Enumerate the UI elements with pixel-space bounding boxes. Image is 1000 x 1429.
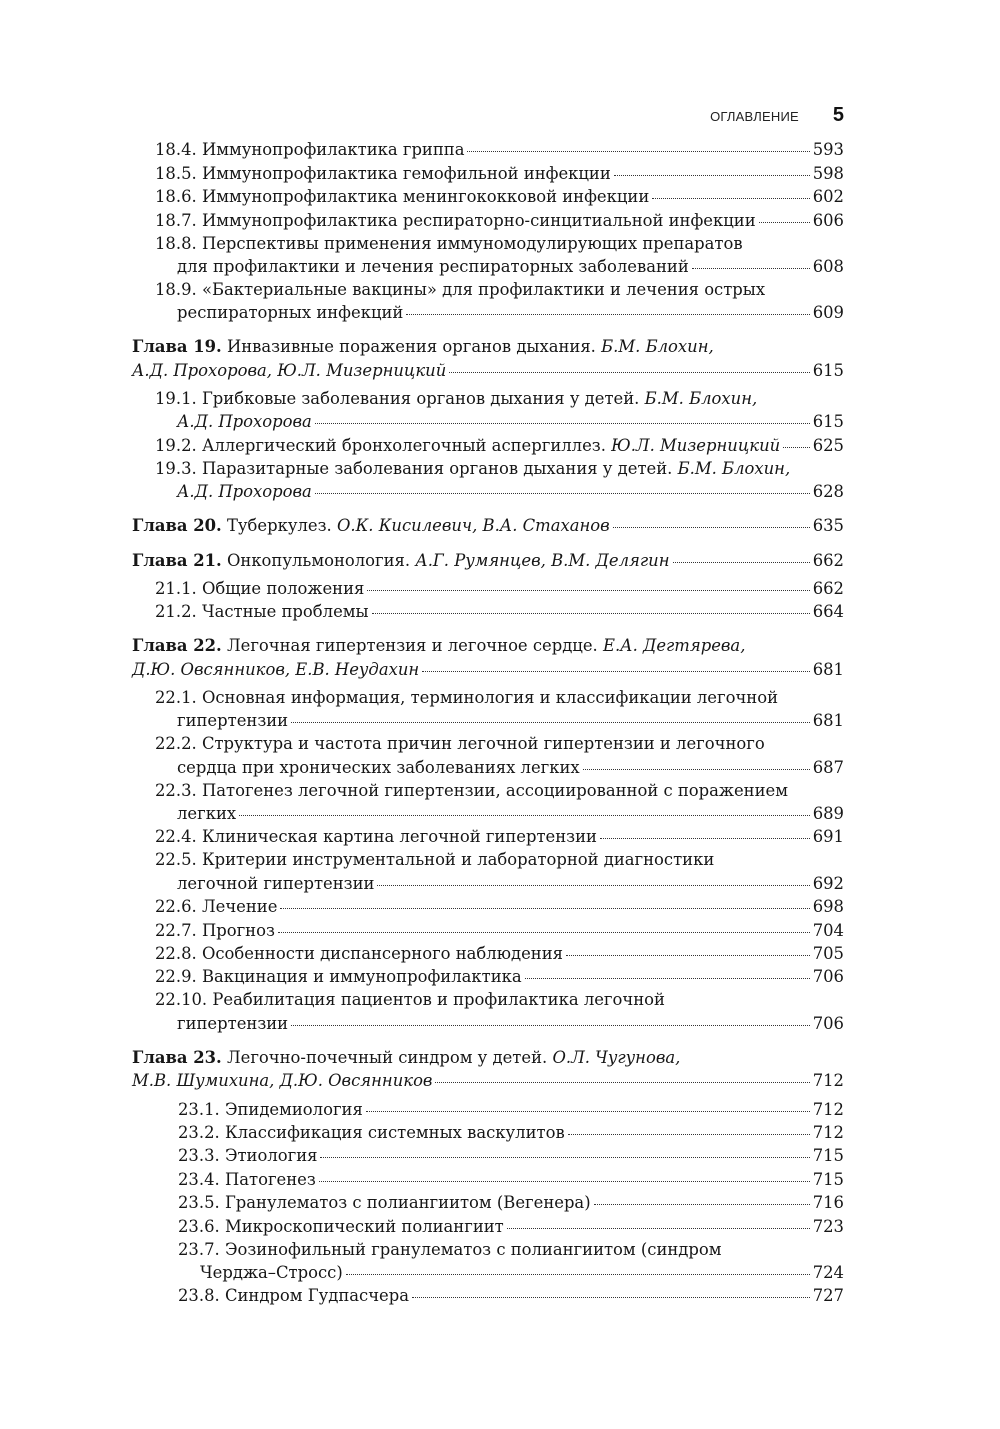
dot-leader [435,1066,809,1083]
entry-page: 706 [812,967,844,987]
entry-page: 706 [812,1013,844,1033]
entry-number: 18.5. [155,163,197,183]
toc-entry-19-3[interactable] [132,457,844,503]
entry-title: Этиология [224,1146,318,1166]
entry-number: 22.6. [155,897,197,917]
toc-entry-22-2[interactable] [132,732,844,778]
entry-page: 608 [812,256,844,276]
toc-entry-22-5[interactable] [132,848,844,894]
entry-authors: Б.М. Блохин, [644,388,758,408]
chapter-title: Инвазивные поражения органов дыхания. [226,337,596,357]
dot-leader [412,1281,810,1298]
table-of-contents [132,138,844,1307]
entry-page: 712 [812,1122,844,1142]
dot-leader [583,752,810,769]
entry-title-cont: легких [177,804,237,824]
dot-leader [525,962,810,979]
entry-number: 22.8. [155,943,197,963]
entry-number: 22.3. [155,780,197,800]
dot-leader [372,597,810,614]
chapter-page: 662 [812,550,844,570]
dot-leader [673,545,810,562]
toc-entry-22-10[interactable] [132,988,844,1034]
dot-leader [406,298,809,315]
entry-authors-cont: А.Д. Прохорова [177,412,312,432]
entry-page: 662 [812,579,844,599]
entry-title-cont: сердца при хронических заболеваниях легких [177,757,580,777]
entry-number: 23.4. [178,1169,220,1189]
entry-number: 23.2. [178,1122,220,1142]
entry-page: 692 [812,873,844,893]
entry-page: 723 [812,1216,844,1236]
toc-entry-18-8[interactable] [132,232,844,278]
entry-title: Микроскопический полиангиит [224,1216,504,1236]
dot-leader [239,799,810,816]
page-header [132,104,844,132]
chapter-page: 635 [812,516,844,536]
entry-page: 724 [812,1262,844,1282]
dot-leader [566,939,810,956]
entry-number: 19.3. [155,458,197,478]
dot-leader [613,511,810,528]
entry-page: 602 [812,187,844,207]
dot-leader [291,706,810,723]
entry-page: 664 [812,602,844,622]
entry-number: 22.4. [155,827,197,847]
entry-number: 18.9. [155,279,197,299]
entry-title: Частные проблемы [201,602,369,622]
toc-entry-18-6[interactable] [132,185,844,208]
entry-title: Патогенез [224,1169,316,1189]
chapter-authors: А.Г. Румянцев, В.М. Делягин [415,550,670,570]
entry-title-cont: для профилактики и лечения респираторных заболеваний [177,256,689,276]
entry-title: Клиническая картина легочной гипертензии [201,827,597,847]
chapter-authors: О.Л. Чугунова, [552,1047,681,1067]
entry-number: 19.1. [155,388,197,408]
dot-leader [366,1094,810,1111]
entry-number: 23.7. [178,1239,220,1259]
dot-leader [759,205,810,222]
entry-number: 21.1. [155,579,197,599]
entry-title: Прогноз [201,920,275,940]
chapter-authors-cont: М.В. Шумихина, Д.Ю. Овсянников [132,1071,433,1091]
toc-chapter-23[interactable] [132,1046,844,1092]
dot-leader [319,1164,810,1181]
chapter-authors: Б.М. Блохин, [601,337,714,357]
chapter-authors-cont: А.Д. Прохорова, Ю.Л. Мизерницкий [132,360,447,380]
entry-title: Синдром Гудпасчера [224,1286,410,1306]
entry-page: 628 [812,481,844,501]
entry-title: Паразитарные заболевания органов дыхания у детей. [201,458,673,478]
entry-number: 23.8. [178,1286,220,1306]
entry-title: Общие положения [201,579,365,599]
entry-page: 715 [812,1146,844,1166]
entry-number: 23.1. [178,1099,220,1119]
entry-page: 727 [812,1286,844,1306]
chapter-title: Туберкулез. [226,516,332,536]
dot-leader [449,355,809,372]
entry-page: 698 [812,897,844,917]
entry-title: Эозинофильный гранулематоз с полиангиитом (синдром [224,1239,722,1259]
entry-title: Иммунопрофилактика гриппа [201,140,465,160]
chapter-page: 681 [812,659,844,679]
dot-leader [652,182,809,199]
entry-title: Иммунопрофилактика респираторно-синцитиальной инфекции [201,210,756,230]
entry-title: Аллергический бронхолегочный аспергиллез. [201,435,606,455]
dot-leader [467,135,809,152]
entry-page: 691 [812,827,844,847]
entry-title: Основная информация, терминология и классификации легочной [201,687,779,707]
entry-page: 704 [812,920,844,940]
toc-entry-19-1[interactable] [132,387,844,433]
entry-number: 18.7. [155,210,197,230]
toc-entry-22-4[interactable] [132,825,844,848]
chapter-label: Глава 19. [132,337,222,357]
toc-chapter-19[interactable] [132,335,844,381]
entry-number: 23.6. [178,1216,220,1236]
toc-entry-22-9[interactable] [132,965,844,988]
toc-chapter-20[interactable] [132,514,844,537]
entry-number: 22.7. [155,920,197,940]
entry-title-cont: гипертензии [177,711,289,731]
entry-title: «Бактериальные вакцины» для профилактики и лечения острых [201,279,766,299]
entry-title-cont: Черджа–Стросс) [200,1262,343,1282]
entry-number: 19.2. [155,435,197,455]
entry-page: 615 [812,412,844,432]
entry-title: Структура и частота причин легочной гипертензии и легочного [201,734,765,754]
chapter-title: Легочно-почечный синдром у детей. [226,1047,548,1067]
toc-chapter-21[interactable] [132,548,844,571]
chapter-title: Онкопульмонология. [226,550,411,570]
entry-title-cont: гипертензии [177,1013,289,1033]
entry-number: 22.1. [155,687,197,707]
toc-entry-23-7[interactable] [132,1238,844,1284]
entry-number: 22.9. [155,967,197,987]
chapter-label: Глава 23. [132,1047,222,1067]
chapter-authors-cont: Д.Ю. Овсянников, Е.В. Неудахин [132,659,420,679]
entry-page: 705 [812,943,844,963]
entry-title: Вакцинация и иммунопрофилактика [201,967,522,987]
dot-leader [783,430,810,447]
dot-leader [594,1188,810,1205]
entry-title: Критерии инструментальной и лабораторной диагностики [201,850,715,870]
entry-page: 606 [812,210,844,230]
entry-page: 598 [812,163,844,183]
toc-entry-22-3[interactable] [132,779,844,825]
toc-entry-21-2[interactable] [132,600,844,623]
toc-entry-23-8[interactable] [132,1284,844,1307]
entry-number: 23.5. [178,1193,220,1213]
chapter-label: Глава 22. [132,636,222,656]
entry-title: Грибковые заболевания органов дыхания у детей. [201,388,640,408]
entry-number: 18.8. [155,233,197,253]
dot-leader [377,868,809,885]
entry-page: 715 [812,1169,844,1189]
toc-entry-19-2[interactable] [132,433,844,456]
entry-title: Иммунопрофилактика менингококковой инфекции [201,187,650,207]
entry-page: 609 [812,303,844,323]
entry-authors: Б.М. Блохин, [677,458,791,478]
toc-chapter-22[interactable] [132,634,844,680]
dot-leader [278,915,810,932]
entry-number: 21.2. [155,602,197,622]
dot-leader [614,158,810,175]
entry-page: 712 [812,1099,844,1119]
chapter-page: 712 [812,1071,844,1091]
entry-page: 625 [812,435,844,455]
entry-title-cont: респираторных инфекций [177,303,404,323]
chapter-label: Глава 21. [132,550,222,570]
entry-title: Классификация системных васкулитов [224,1122,565,1142]
entry-title: Лечение [201,897,278,917]
dot-leader [315,477,810,494]
dot-leader [367,574,809,591]
entry-number: 23.3. [178,1146,220,1166]
entry-page: 689 [812,804,844,824]
entry-title: Реабилитация пациентов и профилактика легочной [212,990,665,1010]
toc-entry-18-9[interactable] [132,278,844,324]
page-number: 5 [832,104,844,126]
entry-page: 687 [812,757,844,777]
dot-leader [291,1008,810,1025]
chapter-page: 615 [812,360,844,380]
chapter-title: Легочная гипертензия и легочное сердце. [226,636,598,656]
dot-leader [507,1211,810,1228]
entry-title: Гранулематоз с полиангиитом (Вегенера) [224,1193,591,1213]
entry-number: 22.10. [155,990,208,1010]
entry-authors-cont: А.Д. Прохорова [177,481,312,501]
chapter-label: Глава 20. [132,516,222,536]
toc-entry-23-6[interactable] [132,1214,844,1237]
entry-number: 22.2. [155,734,197,754]
entry-number: 22.5. [155,850,197,870]
dot-leader [568,1118,810,1135]
entry-page: 681 [812,711,844,731]
dot-leader [422,654,810,671]
entry-page: 716 [812,1193,844,1213]
dot-leader [346,1258,810,1275]
entry-title: Особенности диспансерного наблюдения [201,943,563,963]
toc-entry-18-7[interactable] [132,208,844,231]
dot-leader [692,252,810,269]
entry-title: Перспективы применения иммуномодулирующих препаратов [201,233,743,253]
entry-title-cont: легочной гипертензии [177,873,375,893]
chapter-authors: О.К. Кисилевич, В.А. Стаханов [336,516,610,536]
entry-number: 18.4. [155,140,197,160]
entry-title: Иммунопрофилактика гемофильной инфекции [201,163,611,183]
dot-leader [600,822,810,839]
dot-leader [320,1141,809,1158]
entry-number: 18.6. [155,187,197,207]
dot-leader [280,892,809,909]
chapter-authors: Е.А. Дегтярева, [602,636,746,656]
dot-leader [315,407,810,424]
entry-page: 593 [812,140,844,160]
entry-title: Патогенез легочной гипертензии, ассоциированной с поражением [201,780,788,800]
toc-entry-22-1[interactable] [132,686,844,732]
running-head: ОГЛАВЛЕНИЕ [710,109,799,124]
entry-authors: Ю.Л. Мизерницкий [611,435,781,455]
entry-title: Эпидемиология [224,1099,363,1119]
